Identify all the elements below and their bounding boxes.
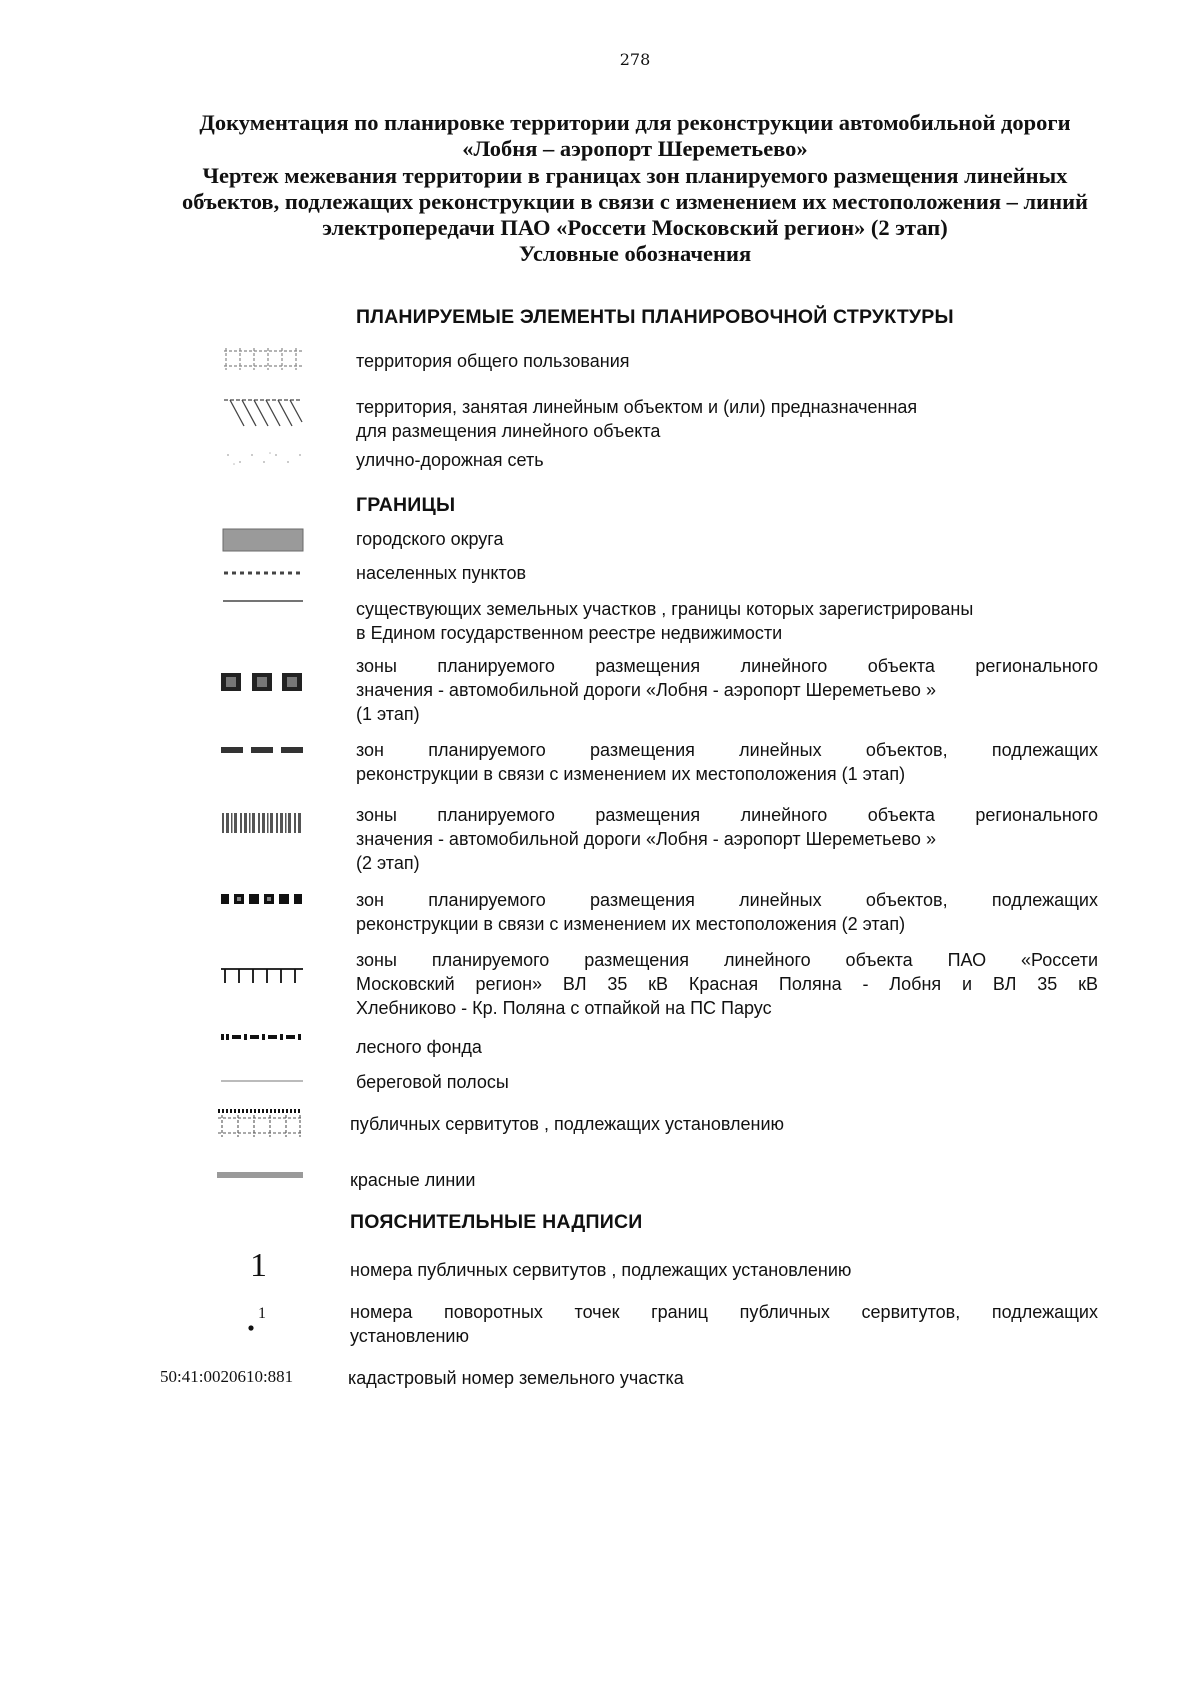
legend-text: кадастровый номер земельного участка <box>348 1368 684 1388</box>
legend-text: Московский регион» ВЛ 35 кВ Красная Поляна - Лобня и ВЛ 35 кВ <box>356 974 1098 994</box>
legend-text: городского округа <box>356 529 504 549</box>
dash-segments-icon <box>220 745 304 755</box>
legend-item-turning-points <box>350 1300 1098 1348</box>
legend-text: лесного фонда <box>356 1037 482 1057</box>
legend-text: береговой полосы <box>356 1072 509 1092</box>
turning-point-label: 1 <box>258 1305 266 1322</box>
large-squares-icon <box>220 672 304 692</box>
legend-text: населенных пунктов <box>356 563 527 583</box>
legend-text: улично-дорожная сеть <box>356 450 544 470</box>
legend-text: реконструкции в связи с изменением их местоположения (2 этап) <box>356 914 906 934</box>
legend-text: в Едином государственном реестре недвижимости <box>356 623 783 643</box>
legend-item-power-line <box>356 948 1098 1020</box>
small-squares-icon <box>220 893 304 905</box>
section-heading-notes: ПОЯСНИТЕЛЬНЫЕ НАДПИСИ <box>350 1211 643 1233</box>
legend-item-shore-strip <box>356 1070 1098 1094</box>
legend-text: территория общего пользования <box>356 351 630 371</box>
legend-text: Хлебниково - Кр. Поляна с отпайкой на ПС Парус <box>356 998 772 1018</box>
barcode-icon <box>220 812 304 834</box>
legend-text: значения - автомобильной дороги «Лобня - аэропорт Шереметьево » <box>356 829 936 849</box>
legend-text: зоны планируемого размещения линейного объекта ПАО «Россети <box>356 950 1098 970</box>
legend-item-regional-road-stage1 <box>356 654 1098 726</box>
title-line: Условные обозначения <box>518 241 752 266</box>
legend-text: зоны планируемого размещения линейного объекта регионального <box>356 805 1098 825</box>
legend-text: публичных сервитутов , подлежащих установлению <box>350 1114 785 1134</box>
legend-item-red-lines <box>350 1168 1092 1192</box>
legend-item-regional-road-stage2 <box>356 803 1098 875</box>
servitude-number-label: 1 <box>250 1247 267 1284</box>
shore-line-icon <box>220 1079 304 1083</box>
grid-hatch-icon <box>222 346 304 372</box>
legend-text: номера поворотных точек границ публичных сервитутов, подлежащих <box>350 1302 1098 1322</box>
legend-text: номера публичных сервитутов , подлежащих установлению <box>350 1260 852 1280</box>
dotted-fill-icon <box>222 450 304 468</box>
legend-text: значения - автомобильной дороги «Лобня - аэропорт Шереметьево » <box>356 680 936 700</box>
legend-item-servitude-numbers <box>350 1258 1092 1282</box>
diagonal-hatch-icon <box>222 396 304 428</box>
legend-text: реконструкции в связи с изменением их местоположения (1 этап) <box>356 764 906 784</box>
legend-text: установлению <box>350 1326 469 1346</box>
legend-text: зоны планируемого размещения линейного объекта регионального <box>356 656 1098 676</box>
legend-text: зон планируемого размещения линейных объектов, подлежащих <box>356 740 1098 760</box>
red-line-icon <box>216 1171 304 1179</box>
page-number: 278 <box>619 50 651 69</box>
gray-band-icon <box>222 528 304 552</box>
section-heading-planned: ПЛАНИРУЕМЫЕ ЭЛЕМЕНТЫ ПЛАНИРОВОЧНОЙ СТРУКТУРЫ <box>356 306 954 328</box>
legend-item-settlements <box>356 561 1098 585</box>
section-heading-boundaries: ГРАНИЦЫ <box>356 494 456 516</box>
legend-text: для размещения линейного объекта <box>356 421 661 441</box>
servitude-hatch-icon <box>216 1108 304 1138</box>
legend-text: зон планируемого размещения линейных объектов, подлежащих <box>356 890 1098 910</box>
title-line: электропередачи ПАО «Россети Московский регион» (2 этап) <box>322 215 948 240</box>
legend-item-forest-fund <box>356 1035 1098 1059</box>
title-line: Чертеж межевания территории в границах зон планируемого размещения линейных <box>202 163 1068 188</box>
legend-text: территория, занятая линейным объектом и (или) предназначенная <box>356 397 918 417</box>
legend-item-city-district <box>356 527 1098 551</box>
legend-text: существующих земельных участков , границы которых зарегистрированы <box>356 599 974 619</box>
thin-line-icon <box>222 598 304 604</box>
title-line: Документация по планировке территории для реконструкции автомобильной дороги <box>199 110 1071 135</box>
legend-item-relocation-stage2 <box>356 888 1098 936</box>
tick-line-icon <box>220 967 304 985</box>
legend-item-relocation-stage1 <box>356 738 1098 786</box>
point-marker-icon <box>246 1323 256 1333</box>
cadastral-number-label: 50:41:0020610:881 <box>160 1367 294 1386</box>
legend-item-linear-object-territory <box>356 395 1098 443</box>
legend-item-street-network <box>356 448 1098 472</box>
dash-dot-line-icon <box>222 568 304 578</box>
document-title <box>100 110 1170 267</box>
legend-item-public-territory <box>356 349 1098 373</box>
legend-text: (1 этап) <box>356 704 420 724</box>
title-line: «Лобня – аэропорт Шереметьево» <box>462 136 808 161</box>
legend-item-land-plots <box>356 597 1098 645</box>
title-line: объектов, подлежащих реконструкции в связи с изменением их местоположения – линий <box>181 189 1089 214</box>
legend-text: красные линии <box>350 1170 476 1190</box>
legend-item-public-servitudes <box>350 1112 1092 1136</box>
legend-item-cadastral-number <box>348 1366 1090 1390</box>
forest-line-icon <box>220 1032 304 1042</box>
legend-text: (2 этап) <box>356 853 420 873</box>
